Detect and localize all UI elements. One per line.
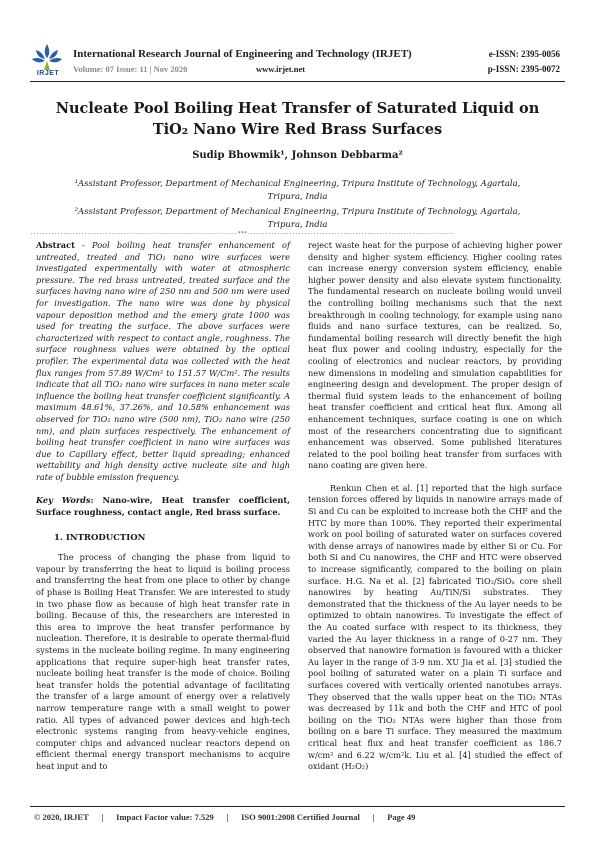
- volume-info: Volume: 07 Issue: 11 | Nov 2020: [73, 64, 188, 74]
- separator-line: ---------------------------------------------------------------------***---------------------------------------------------------------------: [30, 231, 455, 237]
- footer-divider: |: [101, 812, 104, 822]
- footer-divider: |: [226, 812, 229, 822]
- page-number: Page 49: [387, 812, 416, 822]
- affiliation-1: ¹Assistant Professor, Department of Mechanical Engineering, Tripura Institute of Technology, Agartala, Tripura, India: [74, 179, 521, 202]
- keywords-label: Key Words: [36, 495, 91, 506]
- authors: Sudip Bhowmik¹, Johnson Debbarma²: [192, 150, 403, 161]
- abstract: [36, 240, 290, 483]
- logo-text: IRJET: [36, 70, 60, 77]
- intro-paragraph: The process of changing the phase from liquid to vapour by transferring the heat to liquid is boiling process and transferring the heat from one place to other by change of phase is Boiling Heat Transfer. We are interested to study in two phase flow as because of high heat transfer rate in boiling. Because of this, the researchers are interested in this area to improve the heat transfer performance by nucleation. Therefore, it is desirable to operate thermal-fluid systems in the nucleate boiling regime. In many engineering applications that require super-high heat transfer rates, nucleate boiling heat transfer is the mode of choice. Boiling heat transfer holds the potential advantage of facilitating the transfer of a large amount of energy over a relatively narrow temperature range with a small weight to power ratio. All types of advanced power devices and high-tech electronic systems ranging from heavy-vehicle engines, computer chips and advanced nuclear reactors depend on efficient thermal energy transport mechanisms to acquire heat input and to: [36, 552, 290, 771]
- affiliation-2: ²Assistant Professor, Department of Mechanical Engineering, Tripura Institute of Technology, Agartala, Tripura, India: [74, 207, 521, 230]
- footer-divider: |: [372, 812, 375, 822]
- footer-rule: [30, 806, 565, 807]
- section-heading: 1. INTRODUCTION: [54, 532, 146, 543]
- header-rule: [30, 81, 565, 82]
- footer-impact: Impact Factor value: 7.529: [116, 812, 214, 822]
- footer-copyright: © 2020, IRJET: [34, 812, 89, 822]
- body-paragraph-1: reject waste heat for the purpose of achieving higher power density and higher system efficiency. Higher cooling rates can increase energy conversion system efficiency, enable higher power density and also elevate system functionality. The fundamental research on nucleate boiling would unveil the controlling boiling mechanisms such that the next breakthrough in cooling technology, for example using nano fluids and nano surface textures, can be realized. So, fundamental boiling research will directly benefit the high heat flux power and cooling industry, especially for the cooling of electronics and nuclear reactors, by providing new dimensions in modeling and simulation capabilities for engineering design and development. The proper design of thermal fluid system leads to the enhancement of boiling heat transfer coefficient and critical heat flux. Among all enhancement techniques, surface coating is one on which most of the researchers concentrating due to significant enhancement was observed. Some published literatures related to the pool boiling heat transfer from surfaces with nano coating are given here.: [308, 240, 562, 471]
- footer-iso: ISO 9001:2008 Certified Journal: [241, 812, 360, 822]
- abstract-label: Abstract: [36, 240, 75, 250]
- right-column: [308, 240, 562, 773]
- body-paragraph-2: Renkun Chen et al. [1] reported that the high surface tension forces offered by liquids in nanowire arrays made of Si and Cu can be exploited to increase both the CHF and the HTC by more than 100%. They reported their experimental work on pool boiling of saturated water on surfaces covered with dense arrays of nanowires made by either Si or Cu. For both Si and Cu nanowires, the CHF and HTC were observed to increase significantly, compared to the boiling on plain surface. H.G. Na et al. [2] fabricated TiO₂/SiOₓ core shell nanowires by heating Au/TiN/Si substrates. They demonstrated that the thickness of the Au layer needs to be optimized to obtain nanowires. To investigate the effect of the Au coated surface with respect to its thickness, they varied the Au layer thickness in a range of 0-27 nm. They observed that nanowire formation is favoured with a thicker Au layer in the range of 3-9 nm. XU Jia et al. [3] studied the pool boiling of saturated water on a plain Ti surface and surfaces covered with vertically oriented nanotubes arrays. They observed that the walls upper heat on the TiO₂ NTAs was decreased by 11k and both the CHF and HTC of pool boiling on the TiO₂ NTAs were higher than those from boiling on a bare Ti surface. They measured the maximum critical heat flux and heat transfer coefficient as 186.7 w/cm² and 6.22 w/cm²k. Liu et al. [4] studied the effect of oxidant (H₂O₂): [308, 482, 562, 772]
- p-issn: p-ISSN: 2395-0072: [487, 64, 560, 74]
- keywords-text: : Nano-wire, Heat transfer coefficient, Surface roughness, contact angle, Red brass surface.: [36, 495, 290, 518]
- journal-title: International Research Journal of Engineering and Technology (IRJET): [73, 48, 412, 60]
- paper-title: Nucleate Pool Boiling Heat Transfer of Saturated Liquid on TiO₂ Nano Wire Red Brass Surfaces: [55, 100, 540, 138]
- journal-url[interactable]: www.irjet.net: [256, 64, 306, 74]
- footer: [34, 812, 415, 822]
- keywords: [36, 495, 290, 518]
- e-issn: e-ISSN: 2395-0056: [488, 49, 560, 59]
- abstract-text: - Pool boiling heat transfer enhancement of untreated, treated and TiO₂ nano wire surfaces were investigated experimentally with water at atmospheric pressure. The red brass untreated, treated surface and the surfaces having nano wire of 250 nm and 500 nm were used for investigation. The nano wire was done by physical vapour deposition method and the emery grate 1000 was used for treating the surface. The above surfaces were characterized with respect to contact angle, roughness. The surface roughness values were obtained by the optical profiler. The experimental data was collected with the heat flux ranges from 57.89 W/Cm² to 151.57 W/Cm². The results indicate that all TiO₂ nano wire surfaces in nano meter scale influence the boiling heat transfer coefficient significantly. A maximum 48.61%, 37.26%, and 10.58% enhancement was observed for TiO₂ nano wire (500 nm), TiO₂ nano wire (250 nm), and plain surfaces respectively. The enhancement of boiling heat transfer coefficient in nano wire surfaces was due to Capillary effect, better liquid spreading; enhanced wettability and high density active nucleate site and high rate of bubble emission frequency.: [36, 240, 290, 482]
- left-column: [36, 240, 290, 773]
